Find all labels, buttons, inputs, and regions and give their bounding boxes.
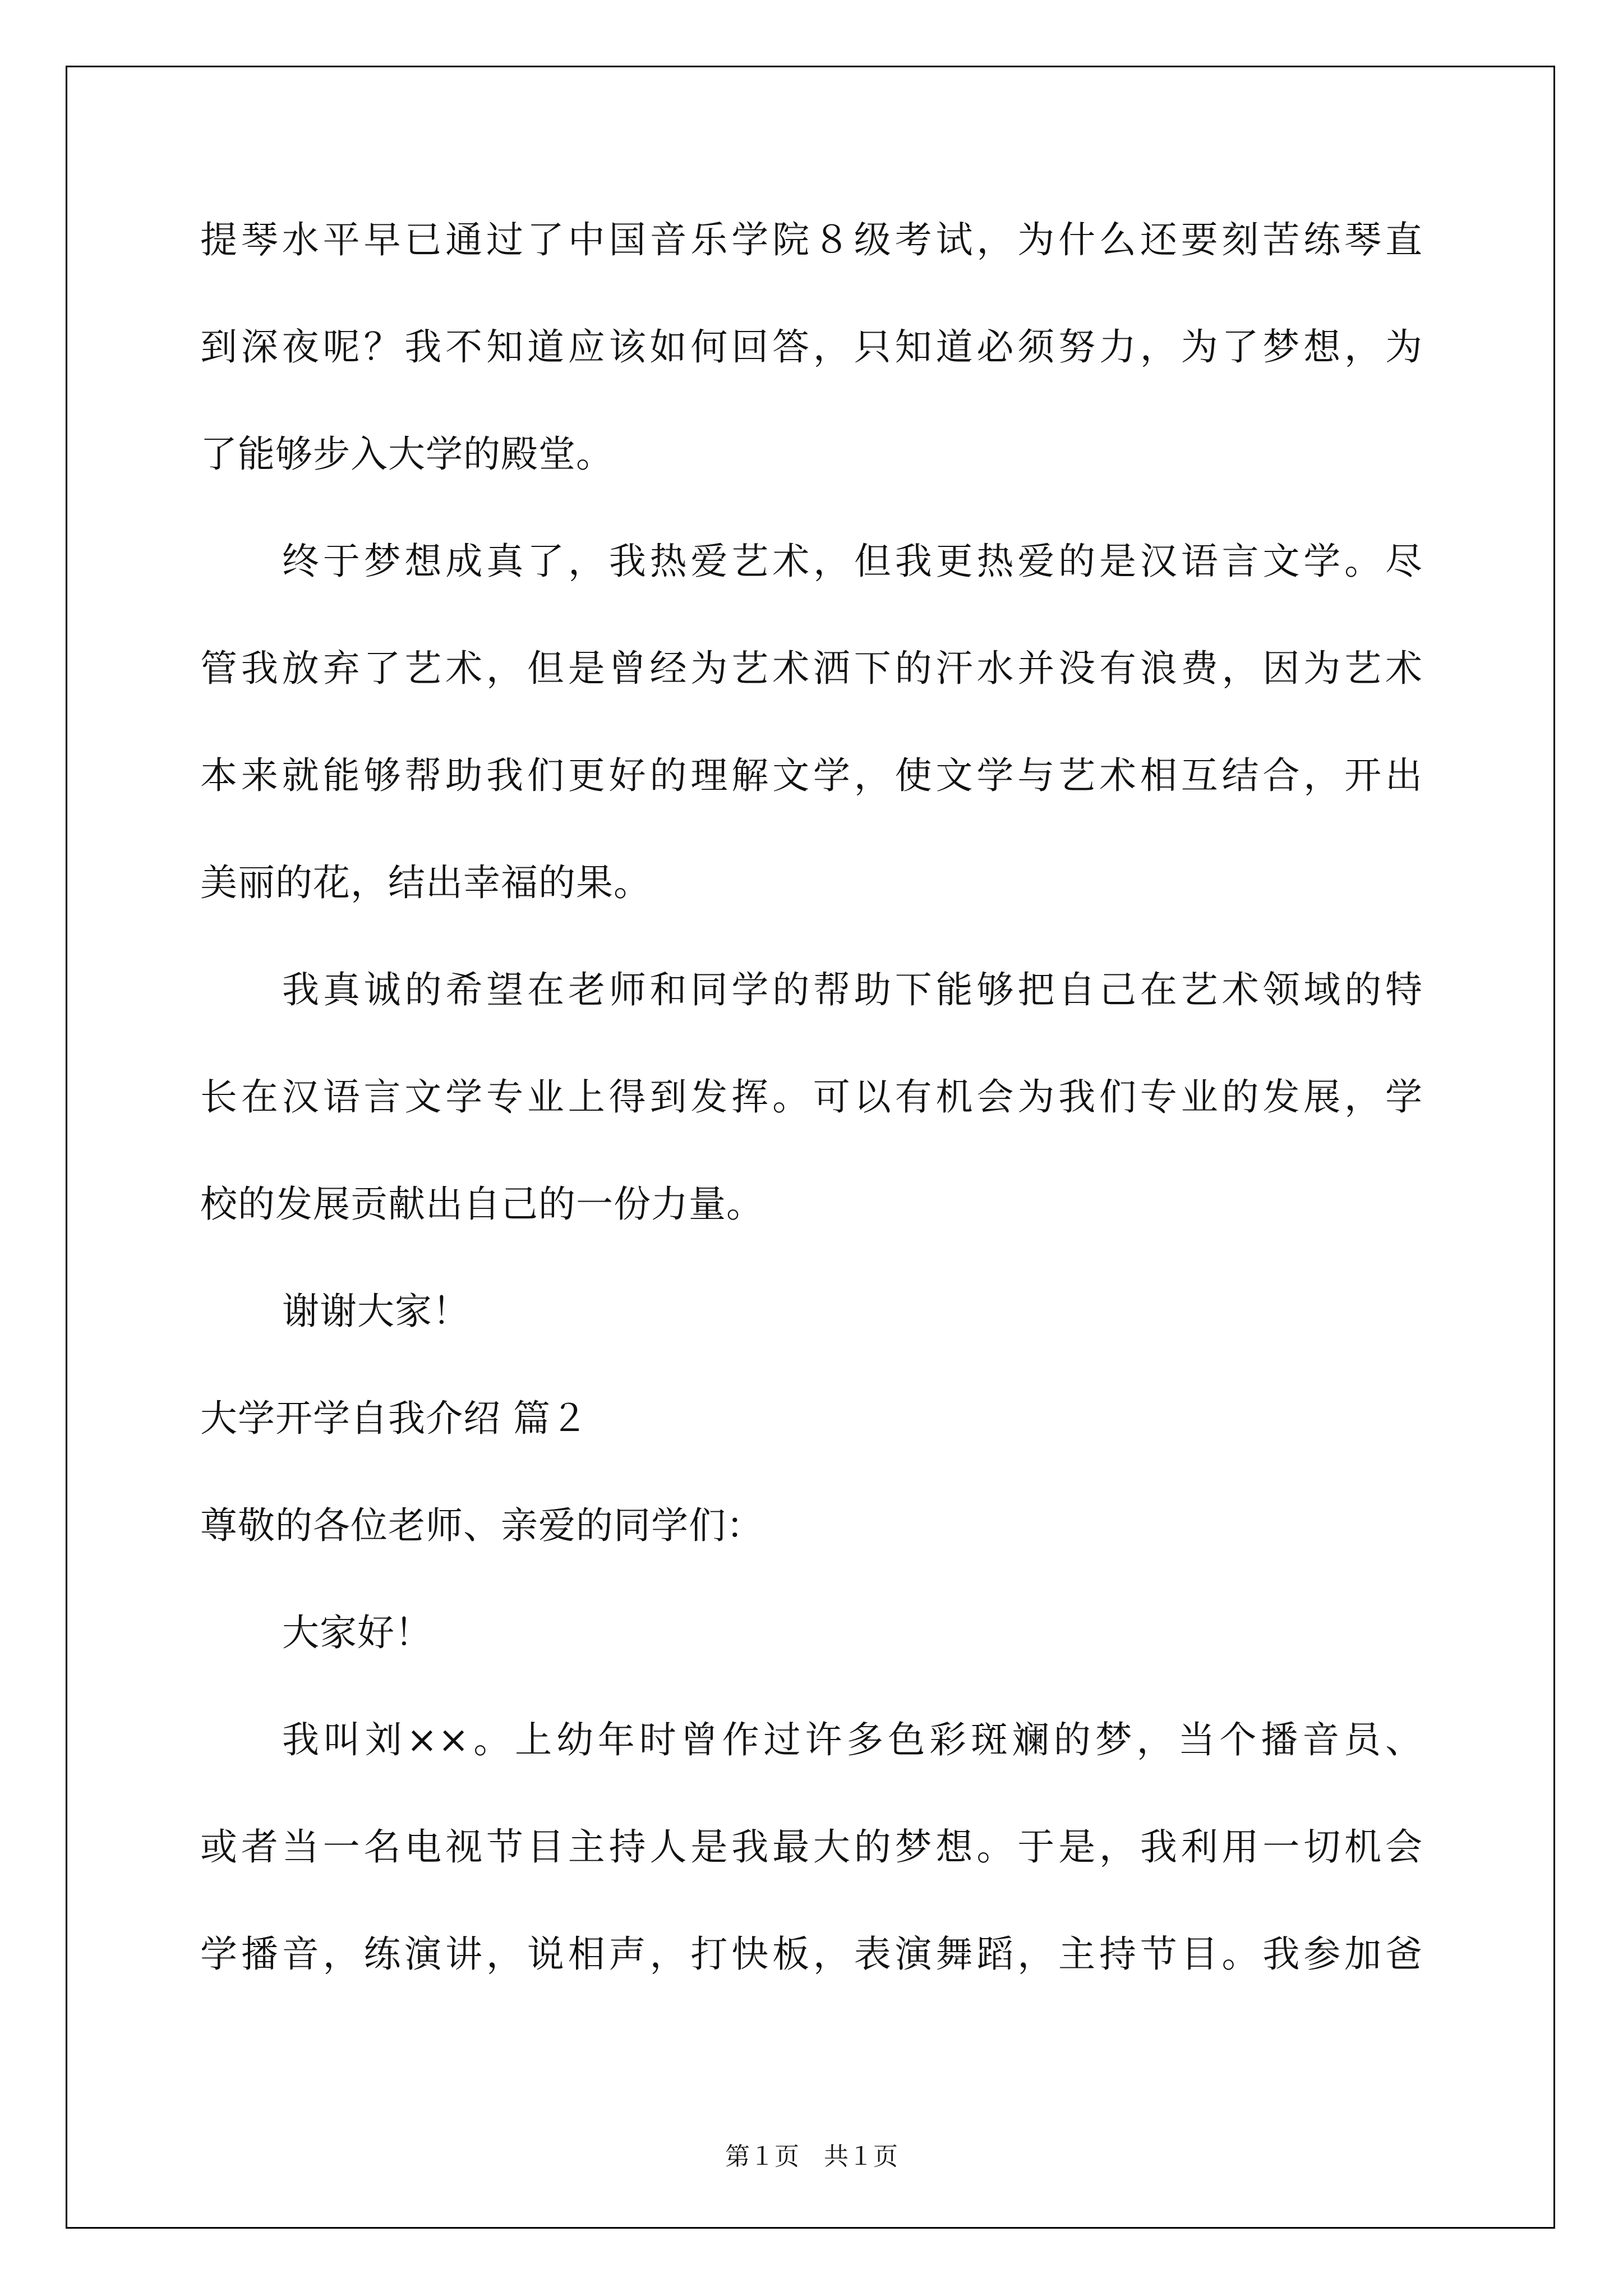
text-line: 管我放弃了艺术，但是曾经为艺术洒下的汗水并没有浪费，因为艺术 (200, 647, 1423, 690)
section-heading: 大学开学自我介绍 篇２ (200, 1397, 588, 1440)
text-line: 了能够步入大学的殿堂。 (200, 432, 614, 476)
text-line: 到深夜呢？我不知道应该如何回答，只知道必须努力，为了梦想，为 (200, 325, 1423, 369)
text-line: 长在汉语言文学专业上得到发挥。可以有机会为我们专业的发展，学 (200, 1075, 1423, 1119)
text-line: 终于梦想成真了，我热爱艺术，但我更热爱的是汉语言文学。尽 (282, 540, 1423, 583)
text-line: 提琴水平早已通过了中国音乐学院８级考试，为什么还要刻苦练琴直 (200, 218, 1423, 261)
salutation: 尊敬的各位老师、亲爱的同学们： (200, 1504, 764, 1547)
text-line: 我真诚的希望在老师和同学的帮助下能够把自己在艺术领域的特 (282, 968, 1423, 1011)
text-line: 学播音，练演讲，说相声，打快板，表演舞蹈，主持节目。我参加爸 (200, 1932, 1423, 1976)
text-line: 谢谢大家！ (282, 1290, 470, 1333)
page-footer: 第１页 共１页 (725, 2142, 898, 2171)
text-line: 我叫刘××。上幼年时曾作过许多色彩斑斓的梦，当个播音员、 (282, 1718, 1423, 1761)
document-body (200, 215, 1423, 2036)
text-line: 本来就能够帮助我们更好的理解文学，使文学与艺术相互结合，开出 (200, 754, 1423, 797)
greeting: 大家好！ (282, 1611, 432, 1654)
text-line: 校的发展贡献出自己的一份力量。 (200, 1182, 764, 1226)
text-line: 或者当一名电视节目主持人是我最大的梦想。于是，我利用一切机会 (200, 1825, 1423, 1869)
text-line: 美丽的花，结出幸福的果。 (200, 861, 651, 904)
